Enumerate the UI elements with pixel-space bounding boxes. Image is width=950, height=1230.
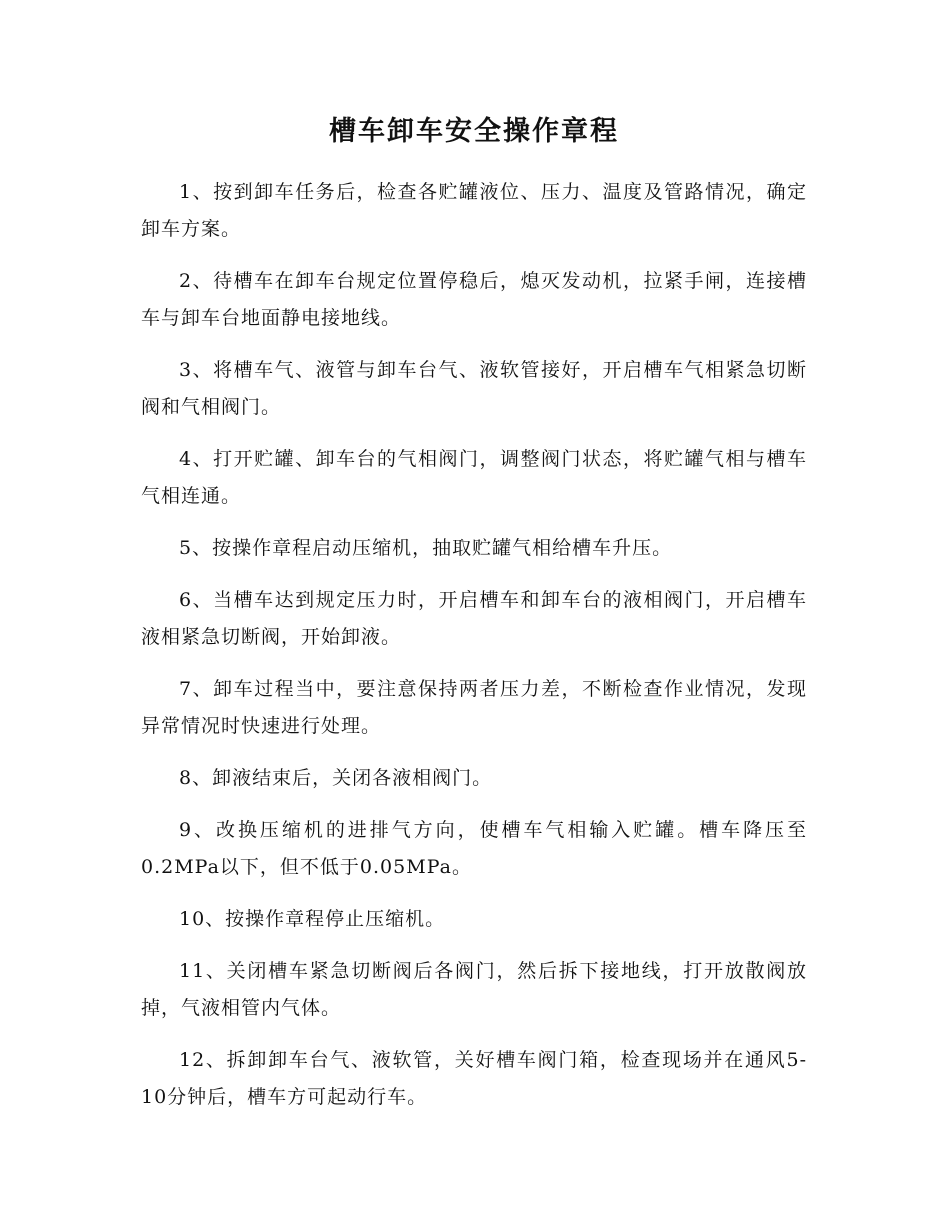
paragraph-6: 6、当槽车达到规定压力时，开启槽车和卸车台的液相阀门，开启槽车液相紧急切断阀，开始卸液。 <box>141 589 807 648</box>
paragraph-11: 11、关闭槽车紧急切断阀后各阀门，然后拆下接地线，打开放散阀放掉，气液相管内气体。 <box>141 960 807 1019</box>
paragraph-10: 10、按操作章程停止压缩机。 <box>179 908 446 930</box>
paragraph-4: 4、打开贮罐、卸车台的气相阀门，调整阀门状态，将贮罐气相与槽车气相连通。 <box>141 448 807 507</box>
paragraph-12: 12、拆卸卸车台气、液软管，关好槽车阀门箱，检查现场并在通风5-10分钟后，槽车方可起动行车。 <box>141 1049 807 1108</box>
paragraph-2: 2、待槽车在卸车台规定位置停稳后，熄灭发动机，拉紧手闸，连接槽车与卸车台地面静电接地线。 <box>141 270 807 329</box>
document-title: 槽车卸车安全操作章程 <box>329 116 619 147</box>
paragraph-9: 9、改换压缩机的进排气方向，使槽车气相输入贮罐。槽车降压至0.2MPa以下，但不低于0.05MPa。 <box>141 819 807 878</box>
paragraph-1: 1、按到卸车任务后，检查各贮罐液位、压力、温度及管路情况，确定卸车方案。 <box>141 181 807 240</box>
paragraph-3: 3、将槽车气、液管与卸车台气、液软管接好，开启槽车气相紧急切断阀和气相阀门。 <box>141 359 807 418</box>
paragraph-8: 8、卸液结束后，关闭各液相阀门。 <box>179 767 493 789</box>
paragraph-5: 5、按操作章程启动压缩机，抽取贮罐气相给槽车升压。 <box>179 537 673 559</box>
paragraph-7: 7、卸车过程当中，要注意保持两者压力差，不断检查作业情况，发现异常情况时快速进行处理。 <box>141 678 807 737</box>
